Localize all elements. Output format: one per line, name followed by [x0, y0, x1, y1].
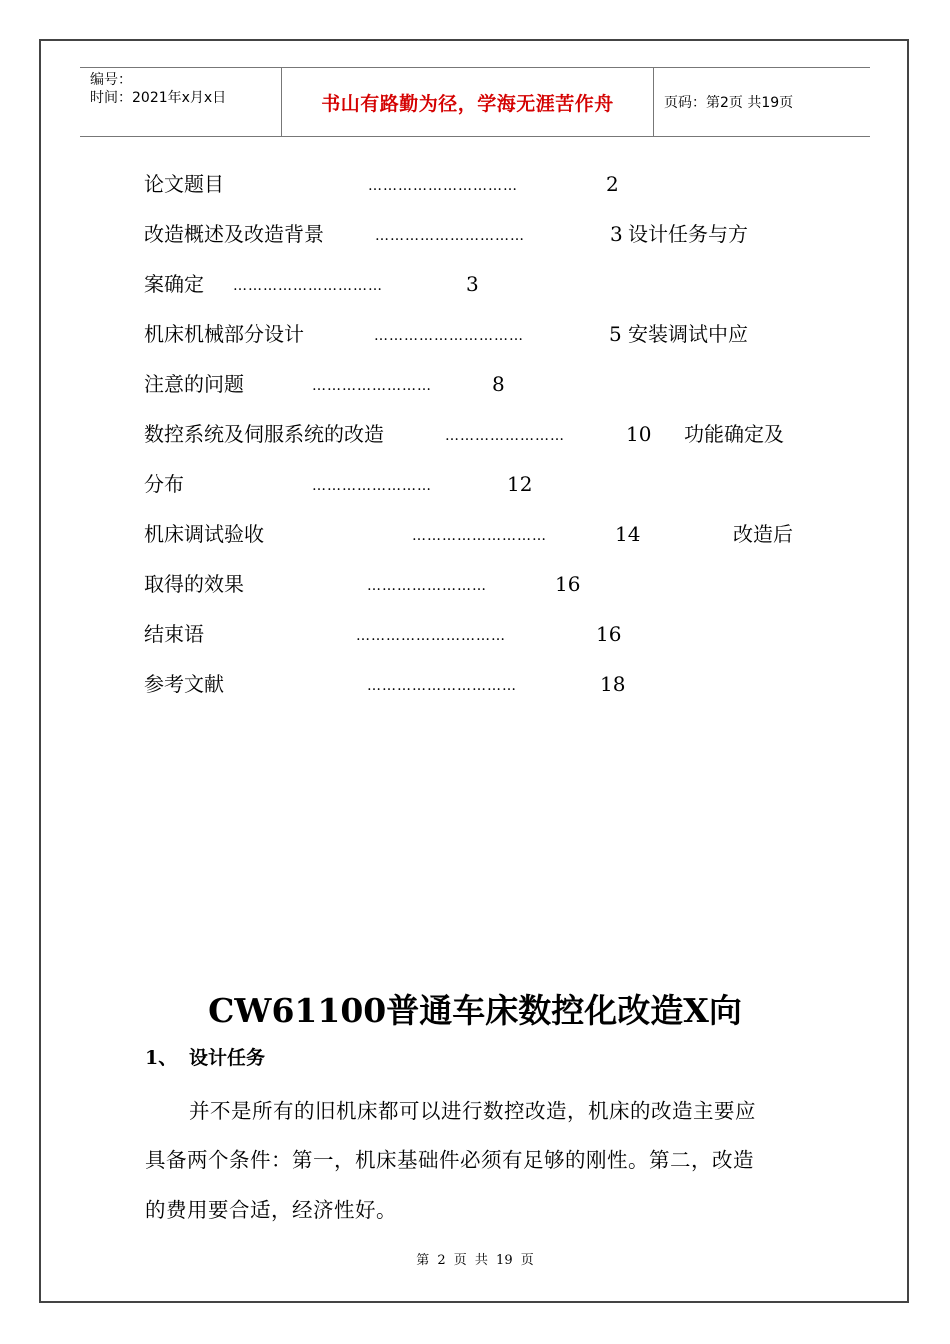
toc-leader-dots: …………………… [312, 478, 432, 494]
toc-title: 机床调试验收 [144, 522, 264, 546]
toc-leader-dots: …………………… [445, 428, 565, 444]
motto-text: 书山有路勤为径，学海无涯苦作舟 [321, 92, 614, 115]
paragraph-line: 的费用要合适，经济性好。 [145, 1198, 397, 1222]
document-header [80, 67, 870, 137]
toc-title: 参考文献 [144, 672, 224, 696]
toc-next-title: 功能确定及 [684, 422, 784, 446]
toc-leader-dots: ………………………… [368, 178, 518, 194]
page-footer: 第 2 页 共 19 页 [416, 1253, 534, 1268]
paragraph-line: 并不是所有的旧机床都可以进行数控改造，机床的改造主要应 [189, 1099, 756, 1123]
toc-leader-dots: ………………………… [367, 678, 517, 694]
section-heading-text: 设计任务 [189, 1047, 266, 1069]
toc-page-number: 10 [626, 422, 652, 446]
section-number: 1、 [145, 1047, 178, 1069]
toc-leader-dots: ………………………… [375, 228, 525, 244]
toc-page-number: 16 [596, 622, 622, 646]
toc-title: 论文题目 [144, 172, 224, 196]
toc-title: 注意的问题 [144, 372, 244, 396]
toc-next-title: 设计任务与方 [628, 222, 748, 246]
toc-page-number: 3 [466, 272, 479, 296]
page-info-text: 页码：第2页 共19页 [664, 95, 794, 111]
toc-page-number: 14 [615, 522, 641, 546]
toc-page-number: 16 [555, 572, 581, 596]
toc-page-number: 2 [606, 172, 619, 196]
toc-leader-dots: …………………… [312, 378, 432, 394]
toc-leader-dots: ……………………… [412, 528, 547, 544]
header-motto-cell [282, 68, 654, 136]
toc-title: 取得的效果 [144, 572, 244, 596]
paragraph-line: 具备两个条件：第一，机床基础件必须有足够的刚性。第二，改造 [145, 1148, 754, 1172]
toc-page-number: 8 [492, 372, 505, 396]
toc-title: 案确定 [144, 272, 204, 296]
toc-next-title: 安装调试中应 [628, 322, 748, 346]
toc-leader-dots: ………………………… [374, 328, 524, 344]
toc-next-title: 改造后 [733, 522, 793, 546]
toc-page-number: 5 [609, 322, 622, 346]
header-meta [80, 68, 282, 136]
toc-title: 改造概述及改造背景 [144, 222, 324, 246]
header-page-info [654, 68, 870, 136]
toc-leader-dots: ………………………… [233, 278, 383, 294]
document-title: CW61100普通车床数控化改造X向 [208, 991, 742, 1030]
section-heading [145, 1043, 265, 1070]
toc-page-number: 3 [610, 222, 623, 246]
toc-title: 数控系统及伺服系统的改造 [144, 422, 384, 446]
serial-label: 编号： [90, 72, 132, 88]
toc-title: 机床机械部分设计 [144, 322, 304, 346]
toc-title: 结束语 [144, 622, 204, 646]
toc-page-number: 18 [600, 672, 626, 696]
toc-leader-dots: …………………… [367, 578, 487, 594]
toc-title: 分布 [144, 472, 184, 496]
time-label: 时间：2021年x月x日 [90, 90, 227, 106]
toc-page-number: 12 [507, 472, 533, 496]
toc-leader-dots: ………………………… [356, 628, 506, 644]
